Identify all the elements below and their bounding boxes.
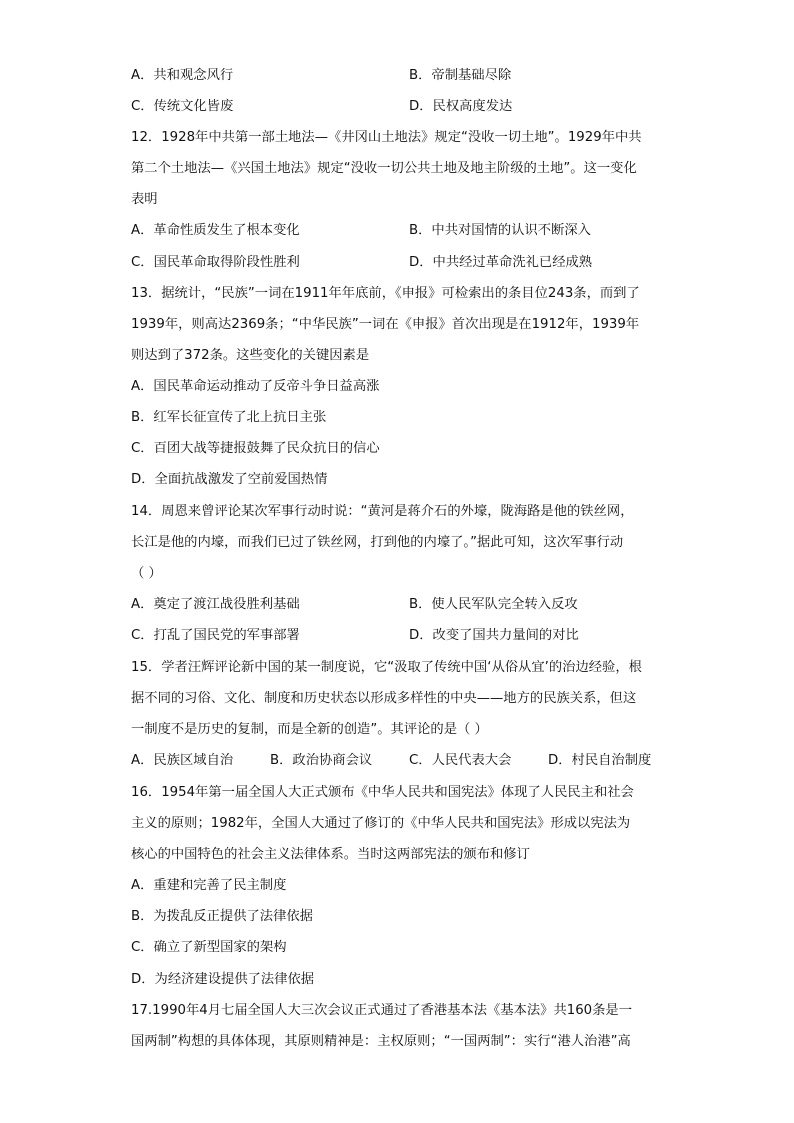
q16-stem-line-1: 16．1954年第一届全国人大正式颁布《中华人民共和国宪法》体现了人民民主和社会	[131, 785, 634, 800]
q14-option-d: D．改变了国共力量间的对比	[409, 628, 579, 643]
q15-stem-line-3: 一制度不是历史的复制，而是全新的创造”。其评论的是（ ）	[131, 722, 488, 737]
q12-stem-line-1: 12．1928年中共第一部土地法—《井冈山土地法》规定“没收一切土地”。1929年中共	[131, 130, 642, 145]
q15-option-a: A．民族区域自治	[131, 753, 234, 768]
q15-option-d: D．村民自治制度	[548, 753, 652, 768]
q13-stem-line-2: 1939年，则高达2369条；“中华民族”一词在《申报》首次出现是在1912年，1939年	[131, 317, 640, 332]
q15-option-b: B．政治协商会议	[270, 753, 373, 768]
q11-option-c: C．传统文化皆废	[131, 99, 234, 114]
q17-stem-line-1: 17.1990年4月七届全国人大三次会议正式通过了香港基本法《基本法》共160条是一	[131, 1003, 633, 1018]
q16-stem-line-3: 核心的中国特色的社会主义法律体系。当时这两部宪法的颁布和修订	[131, 847, 530, 862]
q14-stem-line-3: （ ）	[131, 566, 162, 581]
q13-option-d: D．全面抗战激发了空前爱国热情	[131, 472, 328, 487]
q13-stem-line-3: 则达到了372条。这些变化的关键因素是	[131, 348, 370, 363]
q15-stem-line-2: 据不同的习俗、文化、制度和历史状态以形成多样性的中央——地方的民族关系，但这	[131, 691, 637, 706]
q12-stem-line-2: 第二个土地法—《兴国土地法》规定“没收一切公共土地及地主阶级的土地”。这一变化	[131, 161, 637, 176]
q12-option-d: D．中共经过革命洗礼已经成熟	[409, 255, 593, 270]
q15-stem-line-1: 15．学者汪辉评论新中国的某一制度说，它“汲取了传统中国‘从俗从宜’的治边经验，根	[131, 660, 642, 675]
q14-option-b: B．使人民军队完全转入反攻	[409, 597, 578, 612]
q16-option-b: B．为拨乱反正提供了法律依据	[131, 909, 313, 924]
q13-option-a: A．国民革命运动推动了反帝斗争日益高涨	[131, 379, 380, 394]
q15-option-c: C．人民代表大会	[409, 753, 512, 768]
q11-option-d: D．民权高度发达	[409, 99, 513, 114]
q12-stem-line-3: 表明	[131, 192, 158, 207]
q16-option-c: C．确立了新型国家的架构	[131, 940, 287, 955]
q13-stem-line-1: 13．据统计，“民族”一词在1911年年底前，《申报》可检索出的条目位243条，而到了	[131, 286, 640, 301]
q13-option-b: B．红军长征宣传了北上抗日主张	[131, 410, 327, 425]
q14-stem-line-2: 长江是他的内壕，而我们已过了铁丝网，打到他的内壕了。”据此可知，这次军事行动	[131, 535, 624, 550]
q12-option-b: B．中共对国情的认识不断深入	[409, 223, 591, 238]
q11-option-a: A．共和观念风行	[131, 68, 234, 83]
q17-stem-line-2: 国两制”构想的具体体现，其原则精神是：主权原则；“一国两制”：实行“港人治港”高	[131, 1034, 631, 1049]
q12-option-a: A．革命性质发生了根本变化	[131, 223, 300, 238]
q16-option-d: D．为经济建设提供了法律依据	[131, 972, 315, 987]
q14-stem-line-1: 14．周恩来曾评论某次军事行动时说：“黄河是蒋介石的外壕，陇海路是他的铁丝网，	[131, 504, 634, 519]
q11-option-b: B．帝制基础尽除	[409, 68, 512, 83]
q12-option-c: C．国民革命取得阶段性胜利	[131, 255, 300, 270]
q13-option-c: C．百团大战等捷报鼓舞了民众抗日的信心	[131, 441, 380, 456]
q16-stem-line-2: 主义的原则；1982年，全国人大通过了修订的《中华人民共和国宪法》形成以宪法为	[131, 816, 631, 831]
q14-option-a: A．奠定了渡江战役胜利基础	[131, 597, 300, 612]
q14-option-c: C．打乱了国民党的军事部署	[131, 628, 300, 643]
q16-option-a: A．重建和完善了民主制度	[131, 878, 287, 893]
